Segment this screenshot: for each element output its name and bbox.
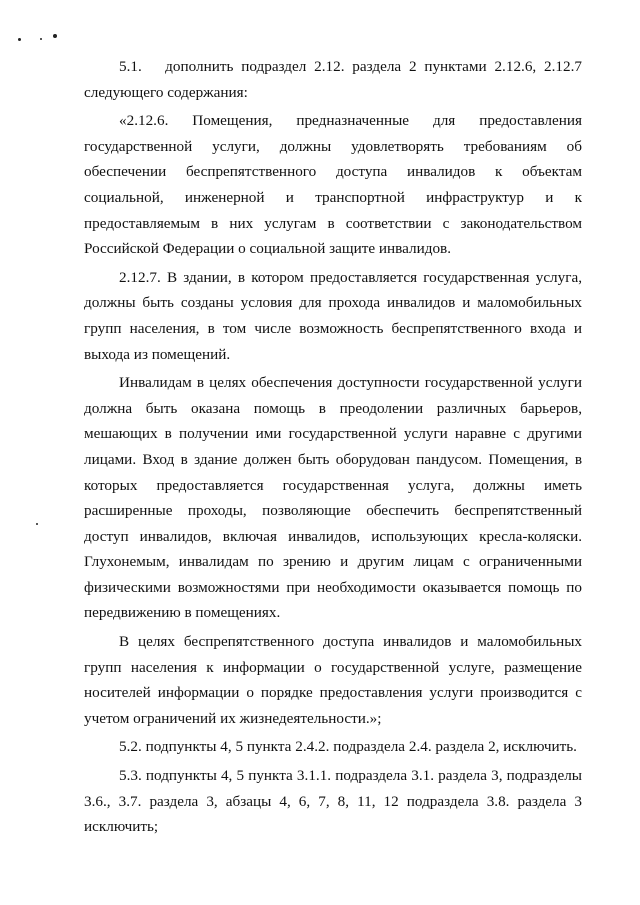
scan-artifact-dot [40, 38, 42, 40]
paragraph-2-12-6: «2.12.6. Помещения, предназначенные для предоставления государственной услуги, должны удовлетворять требованиям об обеспечении беспрепятственного доступа инвалидов к объектам социальной, инженерной и транспортной инфраструктур и к предоставляемым в них услугам в соответствии с законодательством Российской Федерации о социальной защите инвалидов. [84, 112, 582, 258]
scan-artifact-dot [18, 38, 21, 41]
scan-artifact-dot [36, 523, 38, 525]
paragraph-2-12-7: 2.12.7. В здании, в котором предоставляется государственная услуга, должны быть созданы условия для прохода инвалидов и маломобильных групп населения, в том числе возможность беспрепятственного входа и выхода из помещений. [84, 268, 582, 363]
scan-artifact-dot [53, 34, 57, 38]
document-body [84, 54, 582, 843]
paragraph-5-2: 5.2. подпункты 4, 5 пункта 2.4.2. подраздела 2.4. раздела 2, исключить. [119, 738, 577, 756]
paragraph-5-3: 5.3. подпункты 4, 5 пункта 3.1.1. подраздела 3.1. раздела 3, подразделы 3.6., 3.7. раздела 3, абзацы 4, 6, 7, 8, 11, 12 подраздела 3.8. раздела 3 исключить; [84, 767, 582, 836]
paragraph-accessibility-assistance: Инвалидам в целях обеспечения доступности государственной услуги должна быть оказана помощь в преодолении различных барьеров, мешающих в получении ими государственной услуги наравне с другими лицами. Вход в здание должен быть оборудован пандусом. Помещения, в которых предоставляется государственная услуга, должны иметь расширенные проходы, позволяющие обеспечить беспрепятственный доступ инвалидов, включая инвалидов, использующих кресла-коляски. Глухонемым, инвалидам по зрению и другим лицам с ограниченными физическими возможностями при необходимости оказывается помощь по передвижению в помещениях. [84, 374, 582, 622]
paragraph-5-1: 5.1. дополнить подраздел 2.12. раздела 2 пунктами 2.12.6, 2.12.7 следующего содержания: [84, 58, 582, 101]
paragraph-information-access: В целях беспрепятственного доступа инвалидов и маломобильных групп населения к информации о государственной услуге, размещение носителей информации о порядке предоставления услуги производится с учетом ограничений их жизнедеятельности.»; [84, 633, 582, 727]
